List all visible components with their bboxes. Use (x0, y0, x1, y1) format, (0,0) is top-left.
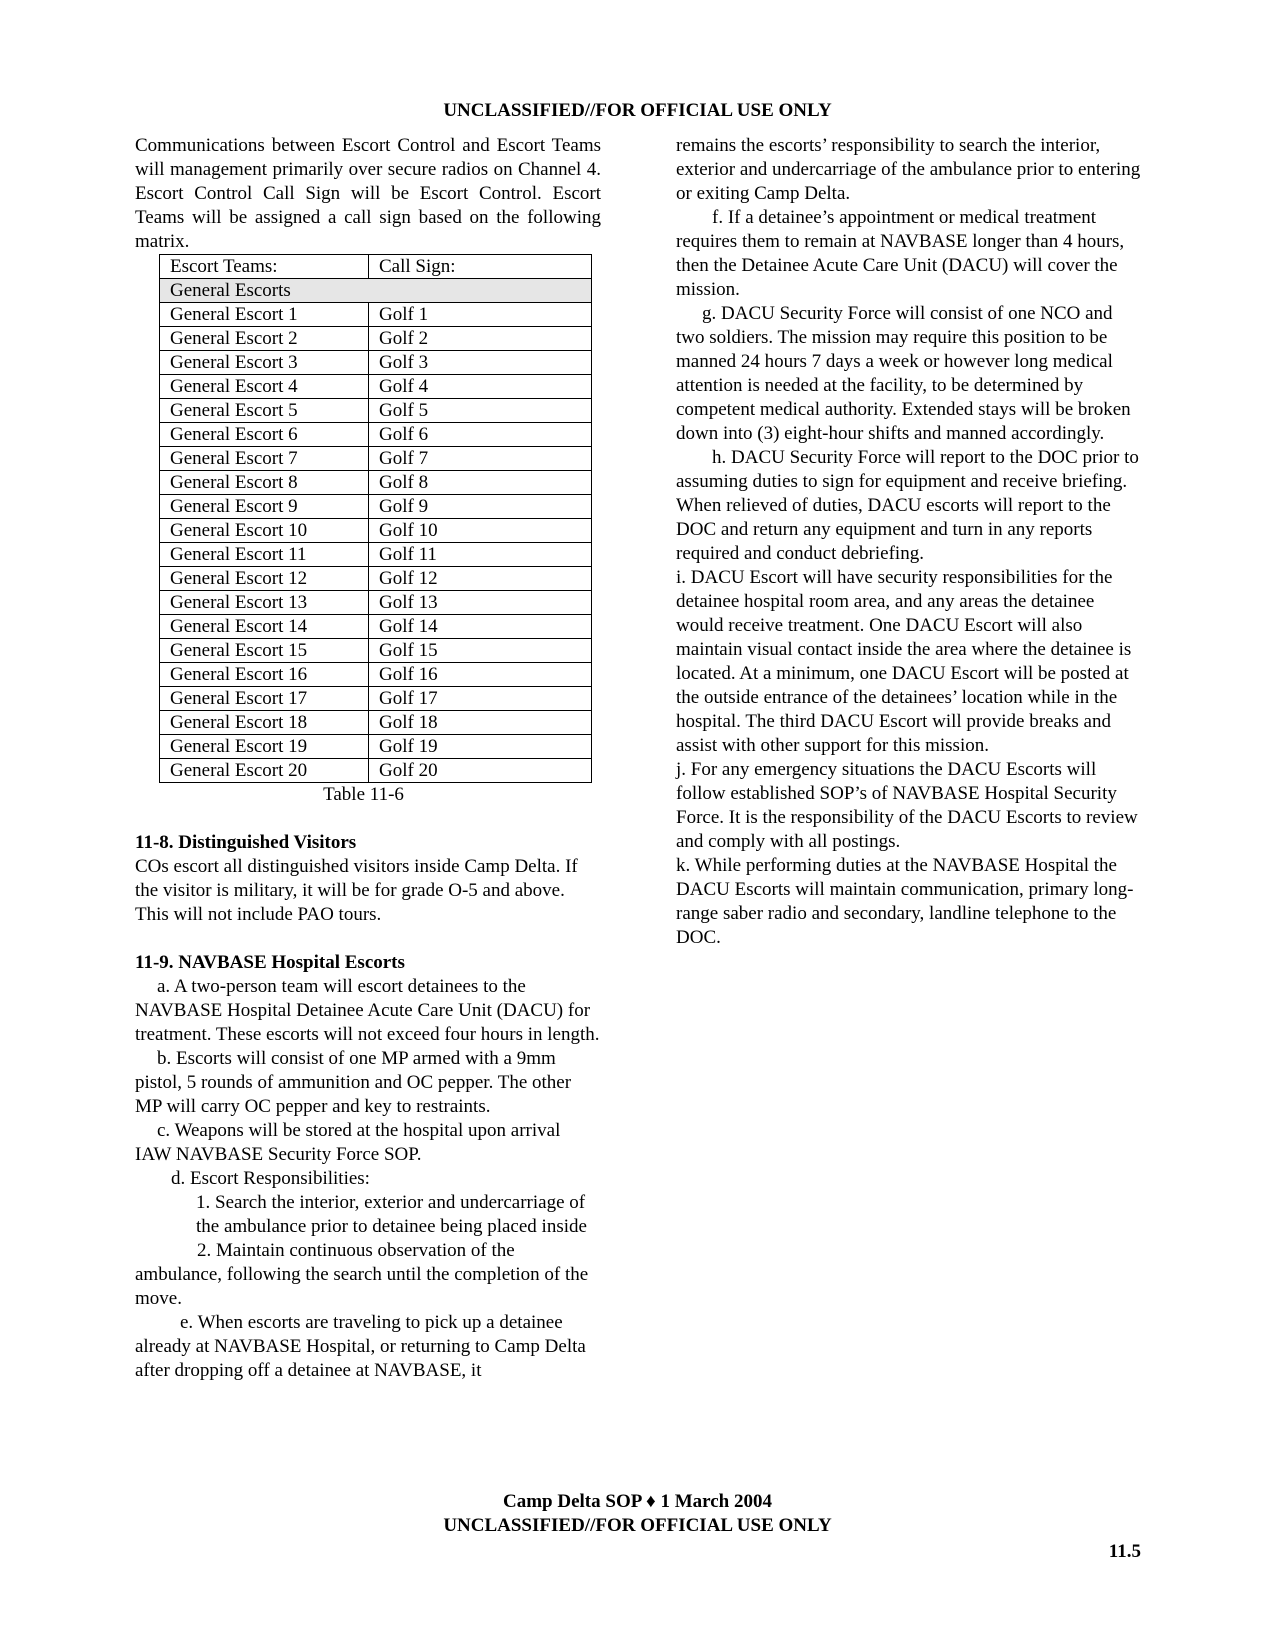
paragraph-c: c. Weapons will be stored at the hospital upon arrival IAW NAVBASE Security Force SOP. (135, 1120, 561, 1165)
escort-team-cell: General Escort 6 (160, 423, 369, 447)
call-sign-cell: Golf 17 (369, 687, 592, 711)
table-row (160, 663, 592, 687)
table-row (160, 399, 592, 423)
call-sign-cell: Golf 14 (369, 615, 592, 639)
call-sign-cell: Golf 4 (369, 375, 592, 399)
table-group-row (160, 279, 592, 303)
call-sign-cell: Golf 10 (369, 519, 592, 543)
table-row (160, 735, 592, 759)
paragraph-k: k. While performing duties at the NAVBASE Hospital the DACU Escorts will maintain communication, primary long-range saber radio and secondary, landline telephone to the DOC. (676, 855, 1134, 948)
paragraph-e-continued: remains the escorts’ responsibility to search the interior, exterior and undercarriage of the ambulance prior to entering or exiting Camp Delta. (676, 135, 1141, 204)
escort-team-cell: General Escort 11 (160, 543, 369, 567)
call-sign-cell: Golf 5 (369, 399, 592, 423)
escort-call-sign-table (159, 254, 592, 783)
paragraph-g: g. DACU Security Force will consist of one NCO and two soldiers. The mission may require this position to be manned 24 hours 7 days a week or however long medical attention is needed at the facility, to be determined by competent medical authority. Extended stays will be broken down into (3) eight-hour shifts and manned accordingly. (676, 303, 1131, 444)
call-sign-cell: Golf 7 (369, 447, 592, 471)
call-sign-cell: Golf 19 (369, 735, 592, 759)
right-column (676, 134, 1142, 950)
escort-team-cell: General Escort 5 (160, 399, 369, 423)
group-label: General Escorts (160, 279, 592, 303)
call-sign-cell: Golf 11 (369, 543, 592, 567)
page-number: 11.5 (1108, 1541, 1141, 1562)
call-sign-cell: Golf 6 (369, 423, 592, 447)
table-row (160, 687, 592, 711)
table-row (160, 447, 592, 471)
escort-team-cell: General Escort 1 (160, 303, 369, 327)
table-header-row (160, 255, 592, 279)
escort-team-cell: General Escort 3 (160, 351, 369, 375)
header-escort-teams: Escort Teams: (160, 255, 369, 279)
escort-team-cell: General Escort 12 (160, 567, 369, 591)
escort-team-cell: General Escort 20 (160, 759, 369, 783)
call-sign-cell: Golf 1 (369, 303, 592, 327)
escort-team-cell: General Escort 16 (160, 663, 369, 687)
paragraph-i: i. DACU Escort will have security responsibilities for the detainee hospital room area, and any areas the detainee would receive treatment. One DACU Escort will also maintain visual contact inside the area where the detainee is located. At a minimum, one DACU Escort will be posted at the outside entrance of the detainees’ location while in the hospital. The third DACU Escort will provide breaks and assist with other support for this mission. (676, 567, 1132, 756)
call-sign-cell: Golf 18 (369, 711, 592, 735)
paragraph-d2: 2. Maintain continuous observation of the ambulance, following the search until the completion of the move. (135, 1240, 589, 1309)
section-11-9-heading: 11-9. NAVBASE Hospital Escorts (135, 952, 405, 973)
table-row (160, 495, 592, 519)
table-row (160, 519, 592, 543)
escort-team-cell: General Escort 18 (160, 711, 369, 735)
paragraph-a: a. A two-person team will escort detainees to the NAVBASE Hospital Detainee Acute Care Unit (DACU) for treatment. These escorts will not exceed four hours in length. (135, 976, 600, 1045)
intro-paragraph: Communications between Escort Control and Escort Teams will management primarily over secure radios on Channel 4. Escort Control Call Sign will be Escort Control. Escort Teams will be assigned a call sign based on the following matrix. (135, 135, 601, 252)
table-row (160, 759, 592, 783)
paragraph-d: d. Escort Responsibilities: (171, 1168, 370, 1189)
section-11-8-text: COs escort all distinguished visitors inside Camp Delta. If the visitor is military, it will be for grade O-5 and above. This will not include PAO tours. (135, 856, 578, 925)
escort-team-cell: General Escort 14 (160, 615, 369, 639)
table-row (160, 375, 592, 399)
paragraph-e: e. When escorts are traveling to pick up a detainee already at NAVBASE Hospital, or returning to Camp Delta after dropping off a detainee at NAVBASE, it (135, 1312, 586, 1381)
spacer (135, 807, 601, 831)
escort-team-cell: General Escort 4 (160, 375, 369, 399)
call-sign-cell: Golf 12 (369, 567, 592, 591)
paragraph-h: h. DACU Security Force will report to the DOC prior to assuming duties to sign for equipment and receive briefing. When relieved of duties, DACU escorts will report to the DOC and return any equipment and turn in any reports required and conduct debriefing. (676, 447, 1139, 564)
page-footer (0, 1490, 1275, 1538)
table-row (160, 567, 592, 591)
escort-team-cell: General Escort 7 (160, 447, 369, 471)
escort-team-cell: General Escort 13 (160, 591, 369, 615)
escort-team-cell: General Escort 10 (160, 519, 369, 543)
escort-team-cell: General Escort 19 (160, 735, 369, 759)
table-row (160, 543, 592, 567)
table-row (160, 615, 592, 639)
table-caption: Table 11-6 (323, 784, 404, 805)
paragraph-b: b. Escorts will consist of one MP armed with a 9mm pistol, 5 rounds of ammunition and OC pepper. The other MP will carry OC pepper and key to restraints. (135, 1048, 572, 1117)
call-sign-cell: Golf 9 (369, 495, 592, 519)
table-row (160, 591, 592, 615)
call-sign-cell: Golf 3 (369, 351, 592, 375)
table-row (160, 423, 592, 447)
table-row (160, 303, 592, 327)
call-sign-cell: Golf 16 (369, 663, 592, 687)
call-sign-cell: Golf 13 (369, 591, 592, 615)
paragraph-f: f. If a detainee’s appointment or medical treatment requires them to remain at NAVBASE longer than 4 hours, then the Detainee Acute Care Unit (DACU) will cover the mission. (676, 207, 1125, 300)
escort-team-cell: General Escort 9 (160, 495, 369, 519)
header-call-sign: Call Sign: (369, 255, 592, 279)
call-sign-cell: Golf 2 (369, 327, 592, 351)
table-row (160, 351, 592, 375)
table-row (160, 711, 592, 735)
escort-team-cell: General Escort 17 (160, 687, 369, 711)
table-row (160, 471, 592, 495)
paragraph-d1: 1. Search the interior, exterior and undercarriage of the ambulance prior to detainee being placed inside (196, 1192, 587, 1237)
call-sign-cell: Golf 8 (369, 471, 592, 495)
footer-title: Camp Delta SOP ♦ 1 March 2004 (503, 1491, 772, 1512)
escort-team-cell: General Escort 2 (160, 327, 369, 351)
footer-classification: UNCLASSIFIED//FOR OFFICIAL USE ONLY (443, 1515, 832, 1536)
spacer (135, 927, 601, 951)
section-11-8-heading: 11-8. Distinguished Visitors (135, 832, 357, 853)
call-sign-cell: Golf 20 (369, 759, 592, 783)
classification-header: UNCLASSIFIED//FOR OFFICIAL USE ONLY (443, 100, 832, 121)
table-row (160, 639, 592, 663)
table-row (160, 327, 592, 351)
call-sign-cell: Golf 15 (369, 639, 592, 663)
escort-team-cell: General Escort 8 (160, 471, 369, 495)
left-column (135, 134, 601, 1383)
escort-team-cell: General Escort 15 (160, 639, 369, 663)
paragraph-j: j. For any emergency situations the DACU Escorts will follow established SOP’s of NAVBASE Hospital Security Force. It is the responsibility of the DACU Escorts to review and comply with all postings. (676, 759, 1138, 852)
